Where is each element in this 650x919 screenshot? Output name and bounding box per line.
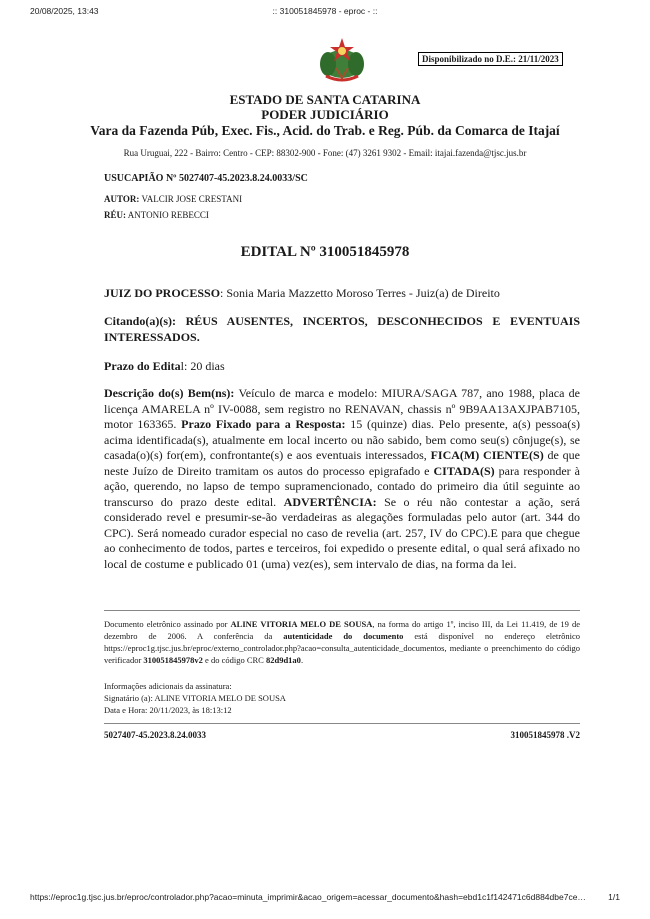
signature-text-1: Documento eletrônico assinado por xyxy=(104,619,231,629)
autor-line xyxy=(104,194,242,204)
signature-text-4: e do código CRC xyxy=(202,655,266,665)
signature-info-signer: Signatário (a): ALINE VITORIA MELO DE SOUSA xyxy=(104,693,286,703)
judge-label: JUIZ DO PROCESSO xyxy=(104,286,221,300)
autor-label: AUTOR: xyxy=(104,194,140,204)
signature-text-2: , na forma do artigo 1º, inciso III, da Lei 11.419, de 19 de dezembro de 2006. A conferência da xyxy=(104,619,581,641)
print-page-count: 1/1 xyxy=(608,892,620,902)
print-header xyxy=(0,6,650,18)
crc-code: 82d9d1a0 xyxy=(265,655,301,665)
deadline-label: Prazo do Edita xyxy=(104,359,181,373)
print-url: https://eproc1g.tjsc.jus.br/eproc/controlador.php?acao=minuta_imprimir&acao_origem=acessar_documento&hash=ebd1c1f142471c6d884dbe7ce… xyxy=(30,892,586,902)
warning-label: ADVERTÊNCIA: xyxy=(283,494,377,509)
signature-divider xyxy=(104,610,580,611)
verification-code: 310051845978v2 xyxy=(143,655,203,665)
description-text-5: Se o réu não contestar a ação, será considerado revel e presumir-se-ão verdadeiras as alegações formuladas pelo autor (art. 344 do CPC). Será nomeado curador especial no caso de revelia (art. 257, IV do CPC).E para que chegue ao conhecimento de todos, partes e terceiros, foi expedido o presente edital, o qual será afixado no local de costume e publicado 01 (uma) vez(es), sem intervalo de dias, na forma da lei. xyxy=(104,494,580,571)
print-footer xyxy=(0,892,650,904)
citation-text: Citando(a)(s): RÉUS AUSENTES, INCERTOS, DESCONHECIDOS E EVENTUAIS INTERESSADOS. xyxy=(104,314,580,344)
description-text-2: 15 (quinze) dias. Pelo presente, a(s) pessoa(s) acima identificada(s), atualmente em local incerto ou não sabido, bem como seu(s) cônjuge(s), se casada(o)(s) for(em), confrontante(s) e aos eventuais interessados, xyxy=(104,417,581,462)
print-datetime: 20/08/2025, 13:43 xyxy=(30,6,99,16)
court-address: Rua Uruguai, 222 - Bairro: Centro - CEP: 88302-900 - Fone: (47) 3261 9302 - Email: itajai.fazenda@tjsc.jus.br xyxy=(123,148,527,158)
edital-title: EDITAL Nº 310051845978 xyxy=(240,244,410,260)
deadline-value: l: 20 dias xyxy=(180,359,225,373)
citation-paragraph xyxy=(104,314,580,345)
signature-info xyxy=(104,680,286,716)
response-deadline-label: Prazo Fixado para a Resposta: xyxy=(181,417,346,431)
signature-text-5: . xyxy=(300,655,304,665)
judge-paragraph xyxy=(104,286,580,302)
state-coat-of-arms-icon xyxy=(314,34,370,84)
footer-divider xyxy=(104,723,580,724)
footer-document-version: 310051845978 .V2 xyxy=(510,730,580,740)
description-text-1: Veículo de marca e modelo: MIURA/SAGA 787, ano 1988, placa de licença AMARELA nº IV-0088, sem registro no RENAVAN, chassis nº 9B9AA13AXJPAB7105, motor 163365. xyxy=(104,386,581,431)
authenticity-text: autenticidade do documento xyxy=(283,631,404,641)
signature-statement xyxy=(104,618,580,666)
signer-name: ALINE VITORIA MELO DE SOUSA xyxy=(230,619,373,629)
publication-stamp: Disponibilizado no D.E.: 21/11/2023 xyxy=(418,52,563,66)
signature-info-title: Informações adicionais da assinatura: xyxy=(104,681,232,691)
print-tab-title: :: 310051845978 - eproc - :: xyxy=(272,6,378,16)
reu-line xyxy=(104,210,209,220)
description-text-4: para responder à ação, querendo, no lapso de tempo supramencionado, contado do primeiro dia útil seguinte ao transcurso do prazo deste edital. xyxy=(104,463,580,509)
judiciary-name: PODER JUDICIÁRIO xyxy=(261,107,389,122)
signature-info-date: Data e Hora: 20/11/2023, às 18:13:12 xyxy=(104,705,232,715)
judge-name: : Sonia Maria Mazzetto Moroso Terres - Juiz(a) de Direito xyxy=(220,286,500,300)
citada-text: CITADA(S) xyxy=(433,463,495,478)
state-name: ESTADO DE SANTA CATARINA xyxy=(229,92,421,107)
autor-name: VALCIR JOSE CRESTANI xyxy=(141,194,243,204)
description-paragraph xyxy=(104,386,580,572)
fica-ciente-text: FICA(M) CIENTE(S) xyxy=(430,448,544,462)
description-label: Descrição do(s) Bem(ns): xyxy=(104,386,235,400)
footer-process-number: 5027407-45.2023.8.24.0033 xyxy=(104,730,206,740)
reu-label: RÉU: xyxy=(104,210,126,220)
signature-text-3: está disponível no endereço eletrônico https://eproc1g.tjsc.jus.br/eproc/externo_controlador.php?acao=consulta_autenticidade_documentos, mediante o preenchimento do código verificador xyxy=(104,631,580,665)
process-number: USUCAPIÃO Nº 5027407-45.2023.8.24.0033/SC xyxy=(104,173,308,184)
description-text-3: de que neste Juízo de Direito tramitam os autos do processo epigrafado e xyxy=(104,448,580,478)
court-name: Vara da Fazenda Púb, Exec. Fis., Acid. do Trab. e Reg. Púb. da Comarca de Itajaí xyxy=(90,123,560,138)
reu-name: ANTONIO REBECCI xyxy=(127,210,209,220)
document-header xyxy=(0,92,650,139)
deadline-paragraph xyxy=(104,359,580,375)
